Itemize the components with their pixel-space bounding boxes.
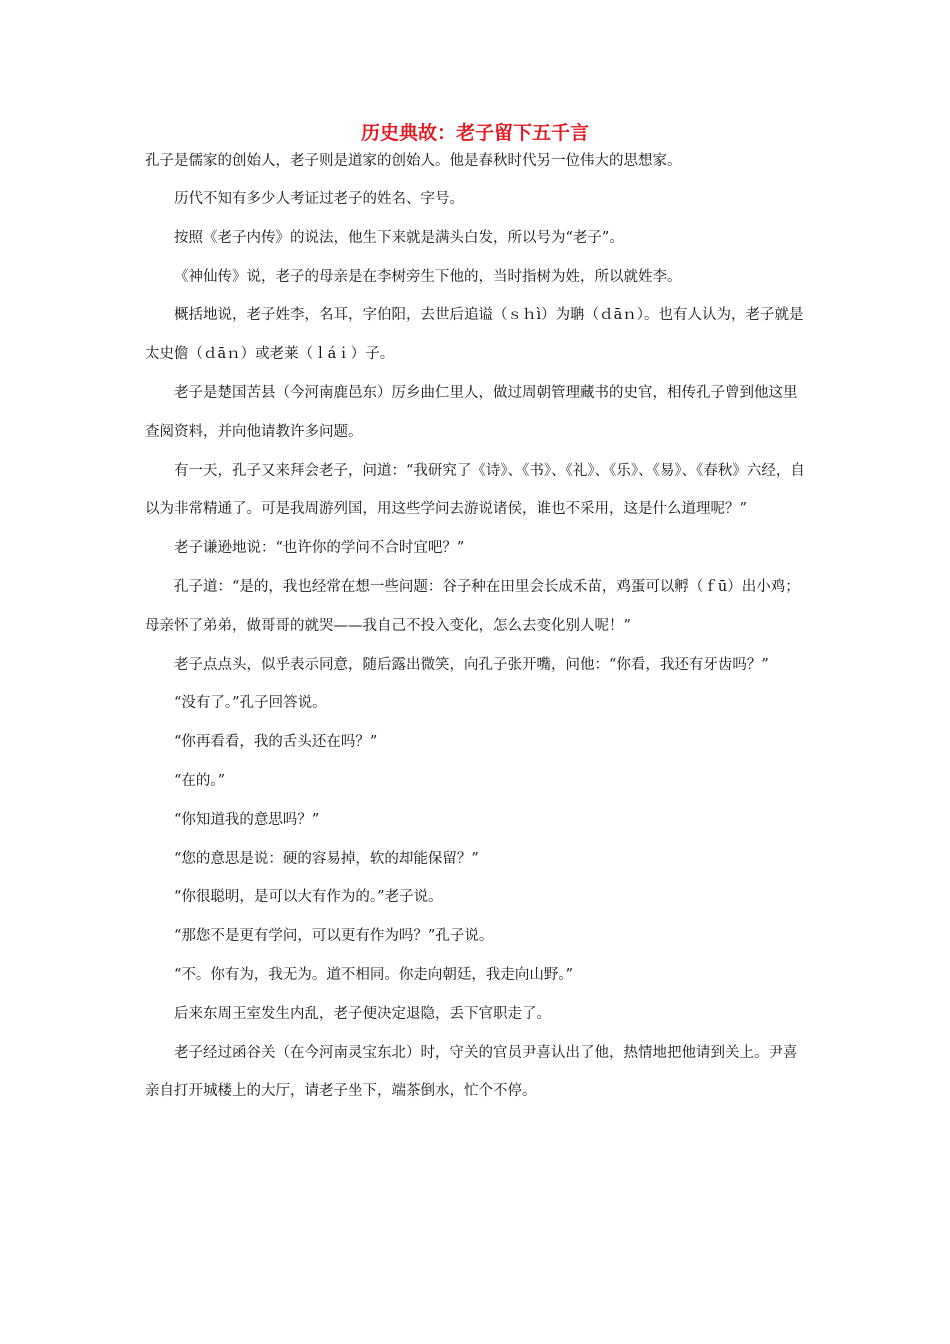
- paragraph: “没有了。”孔子回答说。: [174, 695, 327, 712]
- paragraph: “您的意思是说：硬的容易掉，软的却能保留？”: [174, 850, 479, 867]
- paragraph: “你知道我的意思吗？”: [174, 811, 320, 828]
- paragraph: 老子谦逊地说：“也许你的学问不合时宜吧？”: [174, 540, 465, 557]
- paragraph: “在的。”: [174, 772, 226, 789]
- document-title: 历史典故：老子留下五千言: [360, 122, 589, 144]
- paragraph: 孔子道：“是的，我也经常在想一些问题：谷子种在田里会长成禾苗，鸡蛋可以孵（ｆū）出小鸡；母亲怀了弟弟，做哥哥的就哭——我自己不投入变化，怎么去变化别人呢！”: [145, 578, 800, 634]
- paragraph: “你再看看，我的舌头还在吗？”: [174, 734, 378, 751]
- paragraph: 老子是楚国苦县（今河南鹿邑东）厉乡曲仁里人，做过周朝管理藏书的史官，相传孔子曾到他这里查阅资料，并向他请教许多问题。: [145, 384, 798, 440]
- paragraph: 老子点点头，似乎表示同意，随后露出微笑，向孔子张开嘴，问他：“你看，我还有牙齿吗？”: [174, 656, 769, 673]
- paragraph: 概括地说，老子姓李，名耳，字伯阳，去世后追谥（ｓｈì）为聃（ｄāｎ）。也有人认为，老子就是太史儋（ｄāｎ）或老莱（ｌáｉ）子。: [145, 307, 804, 363]
- paragraph: 历代不知有多少人考证过老子的姓名、字号。: [174, 191, 464, 207]
- paragraph: 按照《老子内传》的说法，他生下来就是满头白发，所以号为“老子”。: [174, 229, 624, 246]
- paragraph: “那您不是更有学问，可以更有作为吗？”孔子说。: [174, 928, 494, 945]
- document-body: [145, 148, 810, 1111]
- paragraph: “不。你有为，我无为。道不相同。你走向朝廷，我走向山野。”: [174, 966, 574, 983]
- paragraph: 后来东周王室发生内乱，老子便决定退隐，丢下官职走了。: [174, 1005, 551, 1022]
- paragraph: 有一天，孔子又来拜会老子，问道：“我研究了《诗》、《书》、《礼》、《乐》、《易》、《春秋》六经，自以为非常精通了。可是我周游列国，用这些学问去游说诸侯，谁也不采用，这是什么道理呢？”: [145, 462, 805, 518]
- paragraph: “你很聪明，是可以大有作为的。”老子说。: [174, 889, 443, 906]
- paragraph: 老子经过函谷关（在今河南灵宝东北）时，守关的官员尹喜认出了他，热情地把他请到关上。尹喜亲自打开城楼上的大厅，请老子坐下，端茶倒水，忙个不停。: [145, 1044, 798, 1100]
- paragraph: 孔子是儒家的创始人，老子则是道家的创始人。他是春秋时代另一位伟大的思想家。: [145, 153, 682, 169]
- paragraph: 《神仙传》说，老子的母亲是在李树旁生下他的，当时指树为姓，所以就姓李。: [174, 268, 682, 285]
